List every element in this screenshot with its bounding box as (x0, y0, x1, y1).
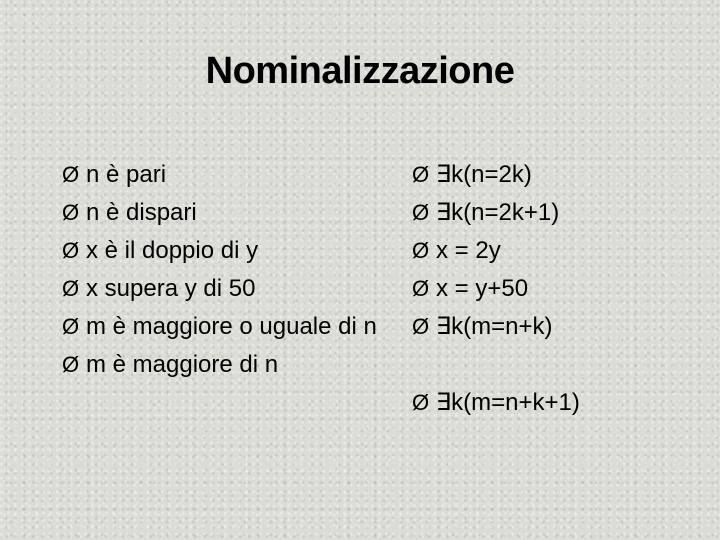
arrow-bullet-icon: Ø (62, 314, 80, 339)
statement-text: n è dispari (86, 199, 197, 226)
statement-text: m è maggiore di n (86, 351, 279, 378)
list-item (412, 388, 702, 418)
formula-text: x = y+50 (436, 275, 529, 302)
arrow-bullet-icon: Ø (62, 238, 80, 263)
arrow-bullet-icon: Ø (412, 276, 430, 301)
list-item (62, 312, 392, 342)
list-item (412, 198, 702, 228)
slide-title: Nominalizzazione (205, 50, 515, 92)
list-item (412, 274, 702, 304)
list-item (62, 274, 392, 304)
formula-text: ∃k(m=n+k) (436, 313, 553, 340)
arrow-bullet-icon: Ø (412, 390, 430, 415)
formula-text: ∃k(n=2k+1) (436, 199, 560, 226)
list-item (412, 312, 702, 342)
formula-text: ∃k(m=n+k+1) (436, 389, 580, 416)
arrow-bullet-icon: Ø (62, 162, 80, 187)
arrow-bullet-icon: Ø (412, 200, 430, 225)
formula-text: ∃k(n=2k) (436, 161, 532, 188)
list-item (412, 160, 702, 190)
arrow-bullet-icon: Ø (62, 276, 80, 301)
left-column (62, 160, 392, 388)
list-item (62, 350, 392, 380)
arrow-bullet-icon: Ø (412, 162, 430, 187)
list-item (62, 160, 392, 190)
arrow-bullet-icon: Ø (62, 200, 80, 225)
right-column (412, 160, 702, 426)
list-item (62, 236, 392, 266)
formula-text: x = 2y (436, 237, 501, 264)
arrow-bullet-icon: Ø (412, 238, 430, 263)
arrow-bullet-icon: Ø (62, 352, 80, 377)
statement-text: m è maggiore o uguale di n (86, 313, 377, 340)
statement-text: n è pari (86, 161, 167, 188)
statement-text: x è il doppio di y (86, 237, 259, 264)
statement-text: x supera y di 50 (86, 275, 256, 302)
arrow-bullet-icon: Ø (412, 314, 430, 339)
list-item (412, 236, 702, 266)
list-item (62, 198, 392, 228)
